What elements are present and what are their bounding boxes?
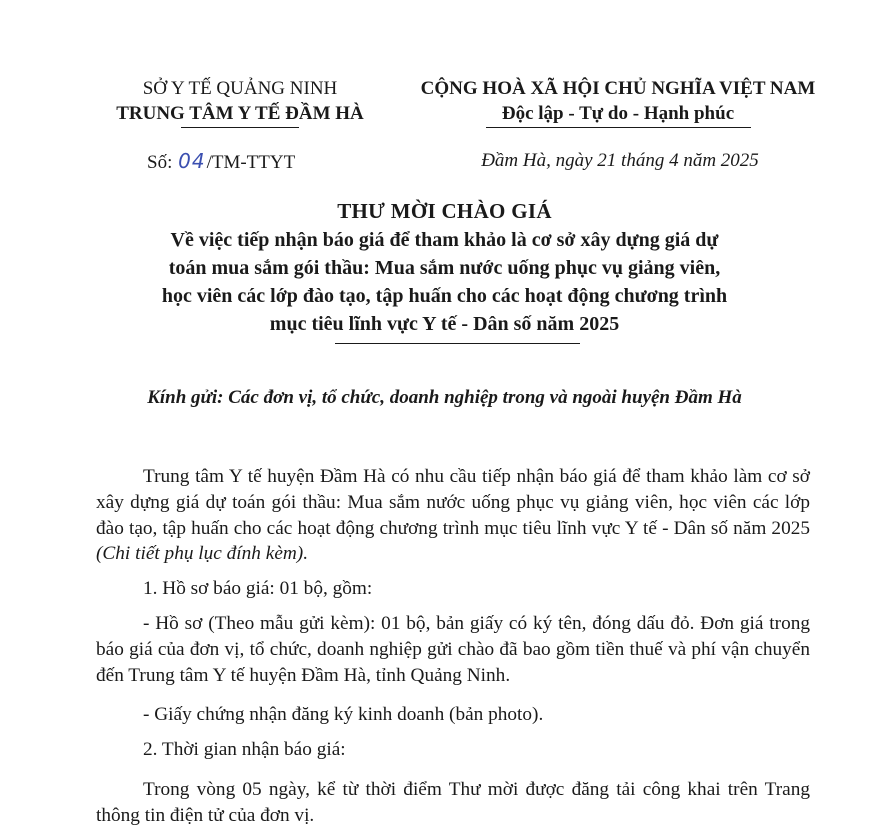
national-motto: Độc lập - Tự do - Hạnh phúc bbox=[501, 103, 735, 124]
document-date: Đầm Hà, ngày 21 tháng 4 năm 2025 bbox=[481, 150, 759, 171]
national-heading bbox=[398, 76, 838, 128]
document-number-prefix: Số: bbox=[147, 152, 173, 173]
document-title bbox=[60, 196, 829, 338]
motto-underline bbox=[486, 127, 751, 128]
title-subtitle-line-3: học viên các lớp đào tạo, tập huấn cho các hoạt động chương trình bbox=[161, 285, 728, 307]
document-number-suffix: /TM-TTYT bbox=[206, 152, 296, 173]
item-1-heading: 1. Hồ sơ báo giá: 01 bộ, gồm: bbox=[143, 578, 373, 600]
title-subtitle-line-2: toán mua sắm gói thầu: Mua sắm nước uống phục vụ giảng viên, bbox=[168, 257, 721, 279]
item-1-a: - Hồ sơ (Theo mẫu gửi kèm): 01 bộ, bản giấy có ký tên, đóng dấu đỏ. Đơn giá trong báo giá của đơn vị, tổ chức, doanh nghiệp gửi chào đã bao gồm tiền thuế và phí vận chuyển đến Trung tâm Y tế huyện Đầm Hà, tỉnh Quảng Ninh. bbox=[96, 612, 810, 686]
organization-name: TRUNG TÂM Y TẾ ĐẦM HÀ bbox=[116, 103, 364, 124]
item-2-text: Trong vòng 05 ngày, kể từ thời điểm Thư mời được đăng tải công khai trên Trang thông tin điện tử của đơn vị. bbox=[96, 778, 810, 826]
intro-paragraph bbox=[96, 464, 810, 567]
title-subtitle-line-1: Về việc tiếp nhận báo giá để tham khảo là cơ sở xây dựng giá dự bbox=[170, 229, 719, 251]
intro-note: (Chi tiết phụ lục đính kèm). bbox=[96, 543, 309, 565]
title-subtitle-line-4: mục tiêu lĩnh vực Y tế - Dân số năm 2025 bbox=[269, 313, 620, 335]
title-underline bbox=[335, 343, 580, 344]
organization-underline bbox=[181, 127, 299, 128]
issuing-organization bbox=[90, 76, 390, 128]
item-2-heading: 2. Thời gian nhận báo giá: bbox=[143, 739, 346, 761]
intro-text: Trung tâm Y tế huyện Đầm Hà có nhu cầu tiếp nhận báo giá để tham khảo làm cơ sở xây dựng giá dự toán gói thầu: Mua sắm nước uống phục vụ giảng viên, học viên các lớp đào tạo, tập huấn cho các hoạt động chương trình mục tiêu lĩnh vực Y tế - Dân số năm 2025 bbox=[96, 466, 810, 539]
parent-department: SỞ Y TẾ QUẢNG NINH bbox=[142, 78, 338, 99]
item-1-b: - Giấy chứng nhận đăng ký kinh doanh (bản photo). bbox=[143, 704, 544, 726]
title-main: THƯ MỜI CHÀO GIÁ bbox=[337, 199, 552, 223]
country-name: CỘNG HOÀ XÃ HỘI CHỦ NGHĨA VIỆT NAM bbox=[420, 78, 816, 99]
handwritten-number: 04 bbox=[178, 149, 206, 173]
document-number bbox=[147, 148, 295, 176]
recipient-greeting: Kính gửi: Các đơn vị, tổ chức, doanh nghiệp trong và ngoài huyện Đầm Hà bbox=[147, 387, 742, 408]
letter-body bbox=[96, 464, 810, 829]
